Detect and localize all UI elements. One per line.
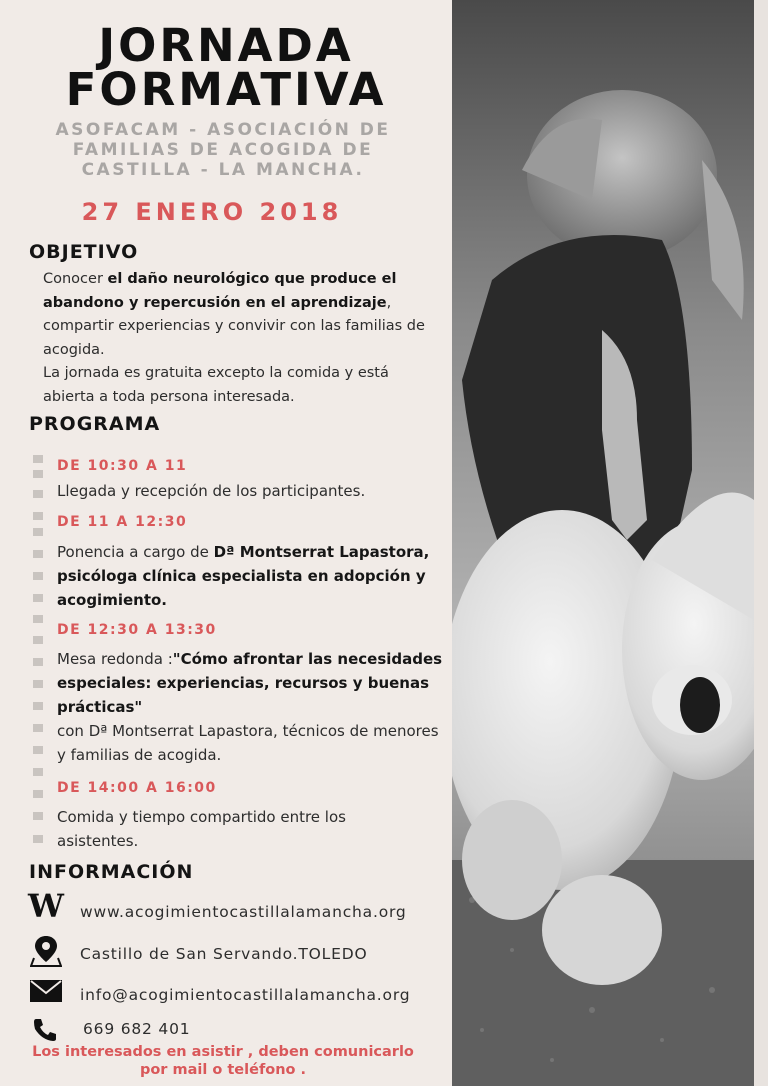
programa-text-3-bold: "Cómo afrontar las necesidades especiales: experiencias, recursos y buenas prácticas" [57, 650, 443, 716]
programa-text-3-end: con Dª Montserrat Lapastora, técnicos de menores y familias de acogida. [57, 722, 439, 764]
programa-time-3: DE 12:30 A 13:30 [57, 622, 217, 638]
photo-girl-with-teddy-bear [452, 0, 754, 1086]
website-icon: W [28, 887, 64, 925]
programa-text-2-bold: Dª Montserrat Lapastora, psicóloga clínica especialista en adopción y acogimiento. [57, 543, 430, 609]
programa-text-4: Comida y tiempo compartido entre los asistentes. [57, 808, 346, 850]
programa-text-1: Llegada y recepción de los participantes. [57, 482, 366, 500]
programa-text-2-plain: Ponencia a cargo de [57, 543, 214, 561]
objetivo-text-bold: el daño neurológico que produce el abandono y repercusión en el aprendizaje [43, 271, 397, 311]
organization-line3: CASTILLA - LA MANCHA. [81, 160, 365, 180]
website-link[interactable]: www.acogimientocastillalamancha.org [80, 903, 407, 921]
objetivo-text-plain: Conocer [43, 271, 108, 287]
organization-name [0, 120, 446, 180]
poster-title-line1: JORNADA [98, 19, 354, 72]
event-date: 27 ENERO 2018 [81, 198, 343, 226]
objetivo-text-end: , compartir experiencias y convivir con las familias de acogida. [43, 294, 425, 358]
organization-line1: ASOFACAM - ASOCIACIÓN DE [55, 120, 391, 140]
objetivo-heading: OBJETIVO [29, 241, 139, 263]
email-icon [30, 980, 66, 1012]
programa-time-1: DE 10:30 A 11 [57, 458, 188, 474]
location-text: Castillo de San Servando.TOLEDO [80, 945, 368, 963]
objetivo-text-free: La jornada es gratuita excepto la comida y está abierta a toda persona interesada. [43, 365, 389, 405]
programa-time-2: DE 11 A 12:30 [57, 514, 188, 530]
objetivo-text [43, 268, 443, 409]
organization-line2: FAMILIAS DE ACOGIDA DE [72, 140, 374, 160]
programa-text-3-plain: Mesa redonda : [57, 650, 173, 668]
programa-heading: PROGRAMA [29, 413, 161, 435]
email-link[interactable]: info@acogimientocastillalamancha.org [80, 986, 411, 1004]
programa-time-4: DE 14:00 A 16:00 [57, 780, 217, 796]
phone-number[interactable]: 669 682 401 [83, 1020, 191, 1038]
programa-text-3 [57, 647, 449, 767]
registration-note-line1: Los interesados en asistir , deben comunicarlo [32, 1044, 414, 1060]
programa-text-2 [57, 540, 449, 612]
poster-right-margin [754, 0, 768, 1086]
location-pin-icon [30, 934, 66, 966]
poster-title-line2: FORMATIVA [65, 63, 387, 116]
informacion-heading: INFORMACIÓN [29, 861, 194, 883]
registration-note [0, 1043, 446, 1079]
registration-note-line2: por mail o teléfono . [139, 1062, 307, 1078]
